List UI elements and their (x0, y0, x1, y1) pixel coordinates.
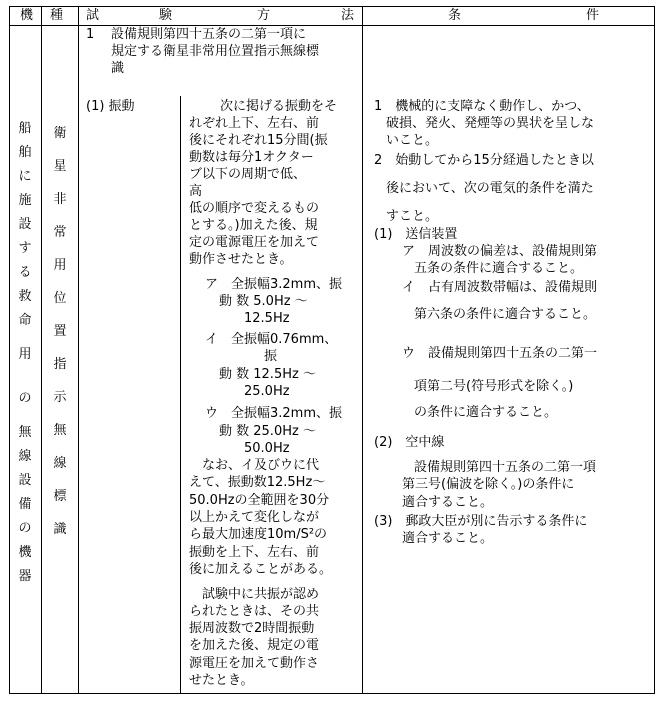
condition-line: 五条の条件に適合すること。 (414, 261, 584, 276)
vertical-char: 置 (53, 324, 67, 339)
method-line: 動作させたとき。 (189, 252, 293, 267)
vertical-char: の (18, 391, 32, 406)
table-border-left (9, 6, 10, 694)
method-line: 振動を上下、左右、前 (189, 545, 320, 560)
vertical-char: 標 (53, 489, 67, 504)
method-line: 後にそれぞれ15分間(振 (189, 133, 328, 148)
vertical-char: 用 (53, 258, 67, 273)
condition-line: (2) 空中線 (374, 435, 445, 450)
item-title-line: 識 (111, 61, 125, 76)
vertical-char: 救 (18, 289, 32, 304)
method-line: とする。)加えた後、規 (189, 218, 318, 233)
vertical-char: 施 (18, 193, 32, 208)
vertical-char: 器 (18, 569, 32, 584)
condition-line: 2 始動してから15分経過したとき以 (374, 153, 594, 168)
item-number: 1 (86, 27, 95, 42)
vertical-char: に (18, 169, 32, 184)
condition-line: 適合すること。 (402, 495, 494, 510)
header-kiki-1: 機 (20, 8, 34, 23)
header-shiken-1: 試 (86, 8, 100, 23)
table-border-bottom (9, 693, 655, 694)
method-line: えて、振動数12.5Hz～ (189, 475, 326, 490)
condition-line: 項第二号(符号形式を除く。) (414, 379, 574, 394)
method-line: 動 数 5.0Hz ～ (219, 294, 308, 309)
method-line: なお、イ及びウに代 (189, 458, 320, 473)
method-line: 後に加えることがある。 (189, 562, 333, 577)
method-divider (180, 96, 181, 694)
condition-line: 適合すること。 (402, 531, 494, 546)
header-shiken-4: 法 (341, 8, 355, 23)
vertical-char: 設 (18, 473, 32, 488)
method-line: 試験中に共振が認め (189, 587, 320, 602)
method-line: 高 (189, 184, 203, 199)
method-line: 50.0Hzの全範囲を30分 (189, 493, 330, 508)
method-line: ブ以下の周期で低、 (189, 167, 307, 182)
method-line: を加えた後、規定の電 (189, 638, 320, 653)
method-line: ら最大加速度10m/S²の (189, 527, 328, 542)
method-line: 源電圧を加えて動作さ (189, 656, 320, 671)
equipment-category-vertical (17, 117, 33, 589)
test-name: (1) 振動 (86, 99, 135, 114)
condition-line: 第六条の条件に適合すること。 (414, 307, 597, 322)
method-line: 次に掲げる振動をそ (207, 99, 338, 114)
item-title (111, 26, 361, 77)
method-line: ア 全振幅3.2mm、振 (205, 277, 343, 292)
method-line: ウ 全振幅3.2mm、振 (205, 406, 343, 421)
table-border-top (9, 6, 655, 7)
vertical-char: 船 (18, 121, 32, 136)
vertical-char: 位 (53, 291, 67, 306)
method-line: せたとき。 (189, 673, 254, 688)
vertical-char: 無 (18, 425, 32, 440)
method-line: 振 (264, 349, 278, 364)
header-shiken-2: 験 (159, 8, 173, 23)
condition-line: 第三号(偏波を除く。)の条件に (402, 477, 575, 492)
vertical-char: 識 (53, 522, 67, 537)
header-kiki-2: 種 (50, 8, 64, 23)
method-line: 低の順序で変えるもの (189, 201, 320, 216)
vertical-char: 線 (53, 456, 67, 471)
condition-line: いこと。 (386, 133, 439, 148)
header-joken-1: 条 (448, 8, 462, 23)
header-joken-2: 件 (586, 8, 600, 23)
vertical-char: 示 (53, 390, 67, 405)
col-divider-1 (41, 6, 42, 694)
method-line: イ 全振幅0.76mm、 (205, 332, 338, 347)
vertical-char: る (18, 265, 32, 280)
condition-line: ア 周波数の偏差は、設備規則第 (402, 244, 598, 259)
condition-line: 後において、次の電気的条件を満た (386, 181, 594, 196)
condition-line: 破損、発火、発煙等の異状を呈しな (386, 116, 595, 131)
condition-line: すこと。 (386, 209, 439, 224)
method-line: 振周波数で2時間振動 (189, 621, 315, 636)
vertical-char: 無 (53, 423, 67, 438)
condition-line: イ 占有周波数帯幅は、設備規則 (402, 280, 598, 295)
method-line: れぞれ上下、左右、前 (189, 116, 320, 131)
vertical-char: 用 (18, 347, 32, 362)
method-line: 50.0Hz (244, 441, 290, 456)
vertical-char: 非 (53, 192, 67, 207)
vertical-char: 衛 (53, 126, 67, 141)
condition-line: (1) 送信装置 (374, 227, 458, 242)
method-line: 定の電源電圧を加えて (189, 235, 320, 250)
condition-line: 設備規則第四十五条の二第一項 (414, 460, 597, 475)
vertical-char: 線 (18, 449, 32, 464)
vertical-char: 設 (18, 217, 32, 232)
vertical-char: の (18, 521, 32, 536)
condition-line: (3) 郵政大臣が別に告示する条件に (374, 514, 588, 529)
method-line: られたときは、その共 (189, 604, 320, 619)
item-title-line: 設備規則第四十五条の二第一項に (111, 27, 307, 42)
vertical-char: す (18, 241, 32, 256)
method-line: 以上かえて変化しなが (189, 510, 320, 525)
method-line: 動 数 25.0Hz ～ (219, 424, 316, 439)
vertical-char: 備 (18, 497, 32, 512)
header-shiken-3: 方 (257, 8, 271, 23)
equipment-type-vertical (52, 117, 68, 546)
condition-line: 1 機械的に支障なく動作し、かつ、 (374, 99, 590, 114)
vertical-char: 星 (53, 159, 67, 174)
table-border-right (654, 6, 655, 694)
col-divider-2 (78, 6, 79, 694)
method-line: 25.0Hz (244, 384, 290, 399)
vertical-char: 命 (18, 313, 32, 328)
condition-line: ウ 設備規則第四十五条の二第一 (402, 346, 598, 361)
vertical-char: 機 (18, 545, 32, 560)
vertical-char: 常 (53, 225, 67, 240)
method-line: 12.5Hz (244, 311, 290, 326)
method-line: 動数は毎分1オクター (189, 150, 314, 165)
col-divider-3 (362, 6, 363, 694)
method-line: 動 数 12.5Hz ～ (219, 367, 316, 382)
vertical-char: 舶 (18, 145, 32, 160)
condition-line: の条件に適合すること。 (414, 405, 558, 420)
item-title-line: 規定する衛星非常用位置指示無線標 (111, 44, 320, 59)
vertical-char: 指 (53, 357, 67, 372)
